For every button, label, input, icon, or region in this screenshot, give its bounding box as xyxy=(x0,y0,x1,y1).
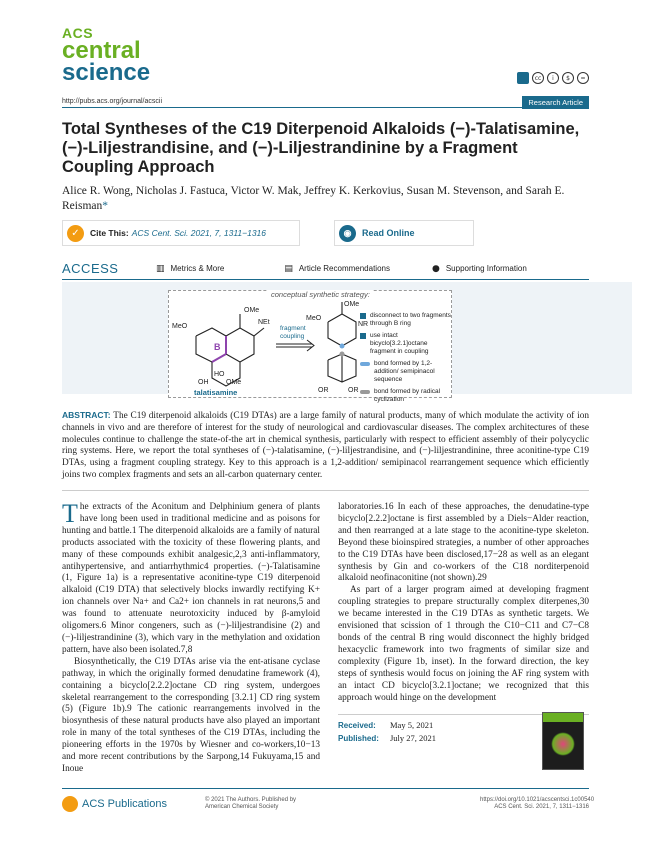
published-date: July 27, 2021 xyxy=(390,733,437,743)
article-icon: ▤ xyxy=(284,263,293,274)
cover-artwork xyxy=(551,732,575,756)
arrow-label-fragment: fragment xyxy=(280,325,306,332)
footer-doi[interactable]: https://doi.org/10.1021/acscentsci.1c00540 xyxy=(480,797,595,803)
body-paragraph-2: Biosynthetically, the C19 DTAs arise via the ent-atisane cyclase pathway, in which the originally formed denudatine framework (4), containing a bicyclo[2.2.2]octane CD ring system, undergoes skeletal rearrangement to the corresponding [3.2.1] CD ring system (5) (Figure 1b).9 The cationic rearrangements involved in the biosynthesis of these natural products have also played an important role in many of the total syntheses of the C19 DTAs, including the pioneering efforts in the 1970s by Wiesner and co-workers,10−13 and more recent contributions by the Sarpong,14 Fukuyama,15 and Inoue xyxy=(62,656,320,774)
supporting-info-link[interactable] xyxy=(432,264,527,274)
dropcap: T xyxy=(62,499,78,528)
cite-label: Cite This: xyxy=(90,228,129,238)
retrosynthetic-arrow xyxy=(276,340,314,351)
cover-header-band xyxy=(543,713,583,722)
talatisamine-label: talatisamine xyxy=(194,388,238,396)
legend-square-1 xyxy=(360,313,366,319)
bar-chart-icon: ▥ xyxy=(156,263,165,274)
legend-dot-grey xyxy=(360,390,370,394)
ho-label: HO xyxy=(214,371,225,378)
footer-citation xyxy=(480,797,595,811)
logo-central: central xyxy=(62,37,141,64)
ome-fragment-label: OMe xyxy=(344,301,360,308)
publisher-name: ACS Publications xyxy=(82,798,167,810)
logo-science: science xyxy=(62,59,151,86)
body-paragraph-4: As part of a larger program aimed at developing fragment coupling strategies to prepare structurally complex diterpenes,30 we became interested in the C19 DTAs as synthetic targets. We envisioned that scission of 1 through the C10−C11 and C7−C8 bonds of the central B ring would disconnect the highly bridged hexacyclic framework into two fragments of similar size and complexity (Figure 1b, inset). In the forward direction, the key steps of synthesis would focus on joining the AF ring system with an intact CD bicyclo[3.2.1]octane; we recognized that this approach would hinge on the development xyxy=(338,585,589,703)
author-list xyxy=(62,184,589,214)
logo-acs: ACS xyxy=(62,25,94,41)
or-label-1: OR xyxy=(318,387,329,394)
cite-this-box[interactable] xyxy=(62,220,300,246)
read-online-label: Read Online xyxy=(362,228,415,238)
article-type-badge: Research Article xyxy=(522,96,589,109)
body-left-column xyxy=(62,499,320,776)
supporting-info-icon: ● xyxy=(431,263,440,274)
toc-caption: conceptual synthetic strategy: xyxy=(268,290,373,299)
recommendations-link[interactable] xyxy=(284,264,390,274)
authors-text: Alice R. Wong, Nicholas J. Fastuca, Victor W. Mak, Jeffrey K. Kerkovius, Susan M. Stevenson, and Sarah E. Reisman xyxy=(62,185,565,212)
cite-icon: ✓ xyxy=(67,225,84,242)
body-right-column xyxy=(338,502,589,704)
open-access-icon xyxy=(517,72,529,84)
legend-row-2 xyxy=(360,332,452,356)
legend-text-2: use intact bicyclo[3.2.1]octane fragment in coupling xyxy=(370,332,429,355)
received-date: May 5, 2021 xyxy=(390,720,434,730)
legend-text-1: disconnect to two fragments through B ring xyxy=(370,312,451,327)
talatisamine-structure xyxy=(196,314,264,386)
read-online-icon: ◉ xyxy=(339,225,356,242)
meo-left-label: MeO xyxy=(172,323,188,330)
or-label-2: OR xyxy=(348,387,359,394)
ring-b-label: B xyxy=(214,342,221,352)
fragment-af xyxy=(328,302,356,346)
legend-square-2 xyxy=(360,333,366,339)
by-icon: i xyxy=(547,72,559,84)
legend-text-3: bond formed by 1,2-addition/ semipinacol sequence xyxy=(374,360,435,383)
acs-publications-icon xyxy=(62,796,78,812)
nr-label: NR xyxy=(358,321,369,328)
access-label: ACCESS xyxy=(62,261,119,276)
toc-legend xyxy=(360,312,452,408)
nd-icon: = xyxy=(577,72,589,84)
coupling-site-2 xyxy=(340,352,345,357)
body-paragraph-1 xyxy=(62,499,320,657)
abstract-text: The C19 diterpenoid alkaloids (C19 DTAs) are a large family of natural products, many of which modulate the activity of ion channels in vivo and are therefore of interest for the study of neurological and cardiovascular diseases. The complex architectures of these molecules continue to challenge the state-of-the art in chemical synthesis, particularly with respect to efficient assembly of their polycyclic ring systems. Here, we report the total syntheses of (−)-talatisamine, (−)-liljestrandisine, and (−)-liljestrandinine, three aconitine-type C19 DTAs, using a fragment coupling strategy. Key to this approach is a 1,2-addition/ semipinacol rearrangement sequence which efficiently joins two complex fragments and sets an all-carbon quaternary center. xyxy=(62,411,589,480)
footer-divider xyxy=(62,788,589,789)
article-title: Total Syntheses of the C19 Diterpenoid Alkaloids (−)-Talatisamine, (−)-Liljestrandisine, and (−)-Liljestrandinine by a Fragment Coupling Approach xyxy=(62,120,580,176)
corresponding-author-mark[interactable]: * xyxy=(102,200,108,212)
legend-dot-blue xyxy=(360,362,370,366)
acs-publications-logo xyxy=(62,796,167,812)
body-paragraph-1-text: he extracts of the Aconitum and Delphinium genera of plants have long been used in traditional medicine and as poisons for hunting and battle.1 The diterpenoid alkaloids are a family of natural products associated with the toxicity of these flowering plants, and many of these compounds exhibit analgesic,2,3 anti-inflammatory, antihypertensive, and antiarrhythmic4 properties. (−)-Talatisamine (1, Figure 1a) is a representative aconitine-type C19 diterpenoid alkaloid (C19 DTA) that selectively blocks inwardly rectifying K+ ion channels over Na+ and Ca2+ ion channels in rat neurons,5 and was found to attenuate neurotoxicity induced by β-amyloid oligomers.6 Minor congeners, such as (−)-liljestrandisine (2) and (−)-liljestrandinine (3), which vary in the methylation and oxidation pattern, have also been isolated.7,8 xyxy=(62,502,320,655)
read-online-button[interactable] xyxy=(334,220,474,246)
body-paragraph-3: laboratories.16 In each of these approaches, the denudatine-type bicyclo[2.2.2]octane is first assembled by a Diels−Alder reaction, and then rearranged at a late stage to the aconitine-type skeleton. Beyond these bioinspired strategies, a number of other approaches to the C19 DTAs have been disclosed,17−28 as well as an elegant synthesis by Gin and co-workers of the C18 norditerpenoid alkaloid neofinaconitine (not shown).29 xyxy=(338,502,589,584)
nc-icon: $ xyxy=(562,72,574,84)
published-label: Published: xyxy=(338,734,379,743)
journal-logo xyxy=(62,26,150,85)
oh-label: OH xyxy=(198,379,209,386)
legend-text-4: bond formed by radical cyclization xyxy=(374,388,441,403)
abstract-divider xyxy=(62,490,589,491)
journal-url[interactable]: http://pubs.acs.org/journal/acscii xyxy=(62,98,162,105)
meo-right-label: MeO xyxy=(306,315,322,322)
footer-copyright: © 2021 The Authors. Published by American Chemical Society xyxy=(205,797,297,810)
legend-row-3 xyxy=(360,360,452,384)
fragment-cd-bicyclooctane xyxy=(328,354,356,382)
cite-reference[interactable]: ACS Cent. Sci. 2021, 7, 1311−1316 xyxy=(131,228,267,238)
arrow-label-coupling: coupling xyxy=(280,333,305,340)
net-label: NEt xyxy=(258,319,270,326)
header-divider xyxy=(62,107,589,108)
abstract-label: ABSTRACT: xyxy=(62,410,111,420)
received-label: Received: xyxy=(338,721,376,730)
ome-top-label: OMe xyxy=(244,307,260,314)
metrics-link[interactable] xyxy=(156,264,224,274)
coupling-site-1 xyxy=(340,344,345,349)
abstract xyxy=(62,410,589,482)
legend-row-4 xyxy=(360,388,452,404)
legend-row-1 xyxy=(360,312,452,328)
cc-icon: cc xyxy=(532,72,544,84)
footer-pages: ACS Cent. Sci. 2021, 7, 1311−1316 xyxy=(494,804,589,810)
ome-bottom-label: OMe xyxy=(226,379,242,386)
recommendations-label: Article Recommendations xyxy=(298,264,390,273)
journal-cover-thumbnail[interactable] xyxy=(542,712,584,770)
license-icons xyxy=(517,72,589,84)
metrics-label: Metrics & More xyxy=(170,264,225,273)
supporting-info-label: Supporting Information xyxy=(445,264,527,273)
access-bar xyxy=(62,258,589,280)
